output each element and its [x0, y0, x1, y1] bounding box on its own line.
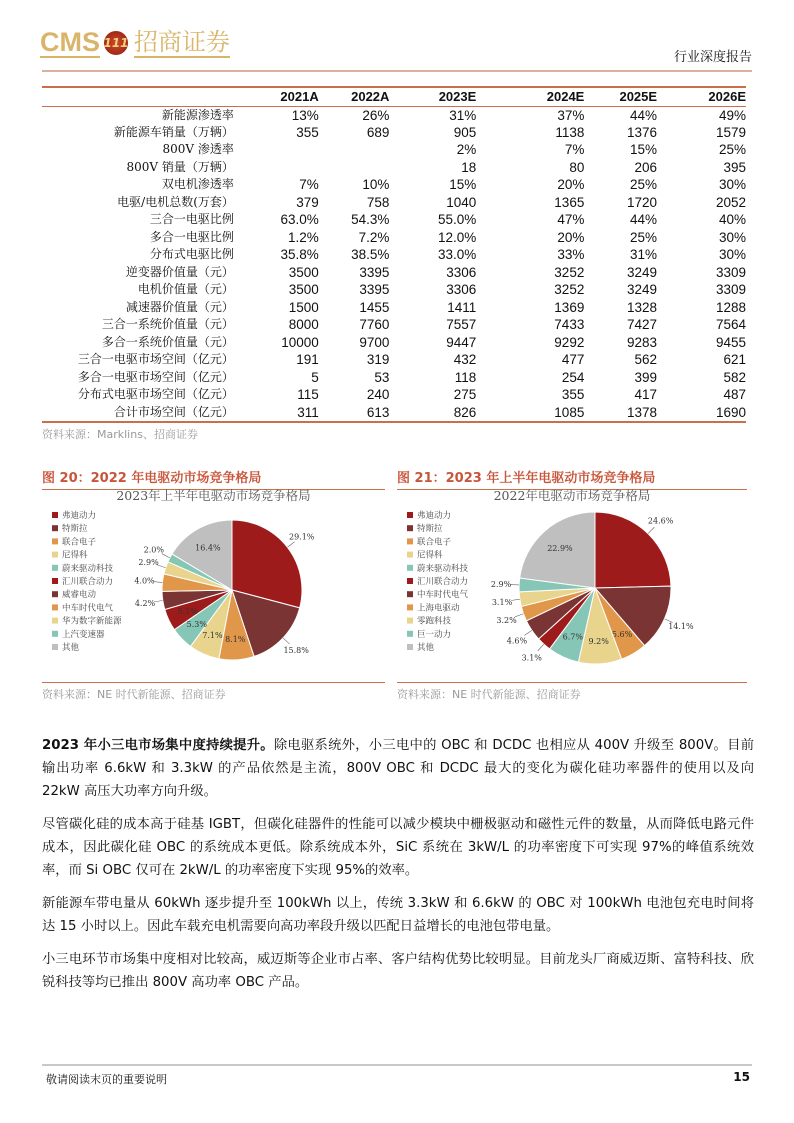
- cell-value: 1720: [627, 194, 658, 210]
- table-row: [42, 141, 746, 159]
- cell-value: 395: [723, 159, 746, 175]
- data-label: 5.3%: [186, 620, 207, 630]
- legend-entry: 中车时代电气: [417, 590, 469, 601]
- cell-value: 53: [374, 369, 390, 385]
- cell-value: 1455: [359, 299, 390, 315]
- cell-value: 26%: [362, 107, 390, 123]
- cell-value: 10%: [362, 177, 390, 193]
- data-label: 7.1%: [202, 630, 223, 640]
- cell-value: 1378: [627, 404, 658, 420]
- leader-line: [511, 599, 520, 600]
- data-label: 2.9%: [138, 558, 159, 568]
- data-label: 29.1%: [288, 532, 315, 542]
- data-label: 5.1%: [177, 607, 198, 617]
- legend-entry: 华为数字新能源: [62, 616, 122, 627]
- legend-swatch: [52, 512, 58, 518]
- table-row: [42, 369, 746, 387]
- cell-value: 3500: [288, 264, 319, 280]
- cell-value: 7433: [554, 317, 585, 333]
- cell-value: 399: [634, 369, 658, 385]
- row-label: 多合一系统价值量（元）: [101, 334, 234, 349]
- legend-swatch: [52, 578, 58, 584]
- cell-value: 689: [366, 124, 390, 140]
- data-label: 24.6%: [647, 516, 674, 526]
- cell-value: 38.5%: [351, 247, 390, 263]
- data-label: 3.2%: [496, 615, 517, 625]
- cms-logo: [40, 28, 230, 58]
- leader-line: [154, 601, 163, 602]
- row-label: 分布式电驱比例: [149, 247, 234, 262]
- cell-value: 1365: [554, 194, 585, 210]
- cell-value: 355: [561, 387, 585, 403]
- cell-value: [319, 141, 390, 159]
- data-label: 5.6%: [611, 629, 633, 639]
- legend-entry: 特斯拉: [417, 524, 443, 535]
- row-label: 合计市场空间（亿元）: [113, 404, 234, 419]
- cell-value: 13%: [291, 107, 319, 123]
- cell-value: 30%: [718, 177, 746, 193]
- figure-21: [397, 488, 747, 683]
- cell-value: 35.8%: [280, 247, 319, 263]
- cell-value: 31%: [449, 107, 477, 123]
- leader-line: [153, 582, 162, 583]
- legend-swatch: [52, 604, 58, 610]
- cell-value: 1288: [715, 299, 746, 315]
- cell-value: 487: [723, 387, 746, 403]
- legend-entry: 其他: [62, 643, 80, 653]
- legend-swatch: [407, 552, 413, 558]
- cell-value: 44%: [630, 212, 658, 228]
- cell-value: 9447: [446, 334, 477, 350]
- cell-value: 826: [453, 404, 477, 420]
- legend-entry: 弗迪动力: [62, 511, 97, 521]
- data-label: 6.7%: [562, 632, 583, 642]
- legend-swatch: [52, 644, 58, 650]
- chart-title: 2022年电驱动市场竞争格局: [493, 488, 651, 503]
- legend-entry: 特斯拉: [62, 524, 88, 535]
- data-label: 3.1%: [521, 653, 542, 663]
- legend-entry: 联合电子: [62, 537, 97, 548]
- cell-value: 206: [634, 159, 658, 175]
- row-label: 三合一系统价值量（元）: [101, 317, 234, 332]
- cell-value: 379: [296, 194, 319, 210]
- table-row: [42, 176, 746, 194]
- cell-value: 9455: [715, 334, 746, 350]
- legend-swatch: [407, 644, 413, 650]
- legend-entry: 中车时代电气: [62, 603, 114, 614]
- document-type: 行业深度报告: [673, 50, 752, 65]
- row-label: 分布式电驱市场空间（亿元）: [77, 387, 234, 402]
- legend-swatch: [52, 552, 58, 558]
- cell-value: 3395: [359, 282, 390, 298]
- row-label: 三合一电驱市场空间（亿元）: [77, 352, 234, 367]
- cell-value: 3249: [627, 264, 658, 280]
- cell-value: 12.0%: [438, 229, 477, 245]
- cell-value: 1500: [288, 299, 319, 315]
- cell-value: 3252: [554, 264, 585, 280]
- cell-value: 621: [723, 352, 746, 368]
- leader-line: [524, 630, 531, 635]
- footer-divider: [42, 1064, 752, 1066]
- cell-value: 7427: [627, 317, 658, 333]
- leader-line: [538, 644, 544, 651]
- cell-value: 25%: [630, 177, 658, 193]
- cell-value: 613: [366, 404, 390, 420]
- data-label: 4.0%: [134, 576, 155, 586]
- row-label: 多合一电驱市场空间（亿元）: [77, 369, 234, 384]
- cell-value: 1369: [554, 299, 585, 315]
- figure-20: [42, 488, 385, 683]
- data-label: 8.1%: [225, 634, 246, 644]
- legend-swatch: [407, 591, 413, 597]
- data-label: 15.8%: [283, 646, 309, 656]
- cell-value: 9292: [554, 334, 585, 350]
- legend-swatch: [52, 565, 58, 571]
- cell-value: 115: [297, 387, 319, 403]
- cell-value: 7564: [715, 317, 746, 333]
- data-label: 22.9%: [547, 543, 573, 553]
- cell-value: 3249: [627, 282, 658, 298]
- data-label: 3.1%: [491, 597, 513, 607]
- table-row: [42, 106, 746, 124]
- cell-value: 18: [461, 159, 477, 175]
- data-label: 2.9%: [490, 580, 512, 590]
- table-row: [42, 124, 746, 142]
- row-label: 新能源渗透率: [161, 107, 234, 122]
- cell-value: 47%: [557, 212, 585, 228]
- cell-value: 562: [634, 352, 658, 368]
- cell-value: 3500: [288, 282, 319, 298]
- cell-value: 1085: [554, 404, 585, 420]
- column-header: 2023E: [389, 87, 476, 106]
- cell-value: 2%: [456, 142, 477, 158]
- paragraph-1: [42, 734, 754, 803]
- cell-value: 355: [296, 124, 319, 140]
- row-label: 三合一电驱比例: [149, 212, 234, 227]
- cell-value: 3395: [359, 264, 390, 280]
- legend-entry: 上海电驱动: [417, 603, 460, 614]
- cell-value: 319: [366, 352, 390, 368]
- legend-entry: 汇川联合动力: [62, 577, 114, 587]
- legend-swatch: [407, 604, 413, 610]
- legend-swatch: [407, 525, 413, 531]
- chart-title: 2023年上半年电驱动市场竞争格局: [116, 488, 311, 503]
- table-row: [42, 299, 746, 317]
- cell-value: 7%: [564, 142, 585, 158]
- leader-line: [287, 542, 294, 547]
- legend-entry: 联合电子: [417, 537, 452, 548]
- legend-entry: 汇川联合动力: [417, 577, 469, 587]
- table-row: [42, 194, 746, 212]
- legend-entry: 尼得科: [417, 550, 443, 561]
- row-label: 减速器价值量（元）: [125, 299, 234, 314]
- table-row: [42, 264, 746, 282]
- table-row: [42, 351, 746, 369]
- table-row: [42, 229, 746, 247]
- cell-value: 31%: [630, 247, 658, 263]
- column-header: [42, 87, 234, 106]
- cell-value: [234, 141, 319, 159]
- figure-21-source: 资料来源：NE 时代新能源、招商证券: [397, 688, 581, 701]
- paragraph-1-heading: 2023 年小三电市场集中度持续提升。: [42, 738, 274, 753]
- cell-value: 254: [561, 369, 585, 385]
- cell-value: 582: [723, 369, 746, 385]
- cell-value: 1411: [447, 299, 477, 315]
- logo-cn: 招商证券: [134, 28, 230, 56]
- column-header: 2026E: [657, 87, 746, 106]
- table-row: [42, 334, 746, 352]
- table-header-row: [42, 87, 746, 106]
- cell-value: 33%: [557, 247, 585, 263]
- cell-value: 15%: [630, 142, 658, 158]
- row-label: 800V 渗透率: [162, 142, 234, 157]
- forecast-table: [42, 86, 746, 423]
- legend-entry: 巨一动力: [417, 629, 452, 640]
- cell-value: 54.3%: [351, 212, 390, 228]
- cell-value: 44%: [630, 107, 658, 123]
- cell-value: 3309: [715, 264, 746, 280]
- cell-value: 417: [634, 387, 658, 403]
- legend-swatch: [407, 512, 413, 518]
- cell-value: 20%: [557, 229, 585, 245]
- cell-value: 55.0%: [438, 212, 477, 228]
- cell-value: 10000: [281, 334, 319, 350]
- data-label: 4.2%: [134, 599, 156, 609]
- page-number: 15: [733, 1070, 750, 1084]
- cell-value: 7760: [359, 317, 390, 333]
- table-row: [42, 159, 746, 177]
- cell-value: [234, 159, 319, 177]
- row-label: 电驱/电机总数(万套）: [117, 194, 234, 209]
- cell-value: 1579: [715, 124, 746, 140]
- table-source: 资料来源：Marklins、招商证券: [42, 428, 198, 441]
- cell-value: 758: [366, 194, 390, 210]
- row-label: 多合一电驱比例: [149, 229, 234, 244]
- data-label: 2.0%: [143, 545, 165, 555]
- row-label: 双电机渗透率: [161, 177, 234, 192]
- figure-21-caption: 图 21：2023 年上半年电驱动市场竞争格局: [397, 467, 747, 490]
- legend-swatch: [52, 631, 58, 637]
- table-row: [42, 281, 746, 299]
- cell-value: 63.0%: [280, 212, 319, 228]
- cell-value: 40%: [718, 212, 746, 228]
- cell-value: 1376: [627, 124, 658, 140]
- legend-swatch: [407, 538, 413, 544]
- cell-value: 3306: [446, 264, 477, 280]
- legend-swatch: [52, 538, 58, 544]
- leader-line: [648, 527, 654, 533]
- cell-value: 3309: [715, 282, 746, 298]
- legend-entry: 弗迪动力: [417, 511, 452, 521]
- cell-value: 7.2%: [358, 229, 390, 245]
- legend-entry: 蔚来驱动科技: [417, 563, 469, 574]
- cell-value: 191: [296, 352, 319, 368]
- cell-value: 311: [297, 404, 319, 420]
- cell-value: 9700: [359, 334, 390, 350]
- cell-value: 7%: [299, 177, 319, 193]
- row-label: 800V 销量（万辆）: [126, 159, 234, 174]
- row-label: 电机价值量（元）: [137, 282, 234, 297]
- data-label: 14.1%: [668, 622, 694, 632]
- legend-swatch: [52, 525, 58, 531]
- legend-swatch: [407, 618, 413, 624]
- paragraph-1-text: 除电驱系统外，小三电中的 OBC 和 DCDC 也相应从 400V 升级至 800V。目前输出功率 6.6kW 和 3.3kW 的产品依然是主流，800V OBC 和 DCDC 最大的变化为碳化硅功率器件的使用以及向 22kW 高压大功率方向升级。: [42, 738, 754, 799]
- legend-entry: 蔚来驱动科技: [62, 563, 114, 574]
- cell-value: 1.2%: [287, 229, 319, 245]
- row-label: 逆变器价值量（元）: [125, 264, 234, 279]
- cell-value: 1040: [446, 194, 477, 210]
- legend-swatch: [407, 578, 413, 584]
- cell-value: 1138: [555, 124, 585, 140]
- cell-value: 25%: [630, 229, 658, 245]
- paragraph-3: 新能源车带电量从 60kWh 逐步提升至 100kWh 以上，传统 3.3kW 和 6.6kW 的 OBC 对 100kWh 电池包充电时间将达 15 小时以上。因此车载充电机需要向高功率段升级以匹配日益增长的电池包带电量。: [42, 896, 754, 934]
- legend-entry: 威睿电动: [62, 590, 97, 601]
- column-header: 2024E: [476, 87, 584, 106]
- legend-entry: 其他: [417, 643, 435, 653]
- cell-value: 5: [311, 369, 319, 385]
- cell-value: 37%: [557, 107, 585, 123]
- column-header: 2025E: [584, 87, 657, 106]
- table-row: [42, 211, 746, 229]
- body-text: [42, 734, 754, 1004]
- legend-entry: 零跑科技: [417, 616, 452, 627]
- cell-value: 118: [454, 369, 477, 385]
- paragraph-4: 小三电环节市场集中度相对比较高，威迈斯等企业市占率、客户结构优势比较明显。目前龙头厂商威迈斯、富特科技、欣锐科技等均已推出 800V 高功率 OBC 产品。: [42, 952, 754, 990]
- cell-value: 275: [453, 387, 477, 403]
- leader-line: [283, 638, 290, 644]
- cell-value: 432: [453, 352, 477, 368]
- data-label: 16.4%: [195, 543, 221, 553]
- cell-value: 49%: [718, 107, 746, 123]
- cell-value: 7557: [446, 317, 477, 333]
- row-label: 新能源车销量（万辆）: [113, 124, 234, 139]
- pie-chart-2023h1: [42, 488, 385, 683]
- data-label: 4.6%: [506, 636, 528, 646]
- logo-seal-icon: 111: [104, 31, 128, 55]
- data-label: 9.2%: [588, 637, 609, 647]
- table-row: [42, 404, 746, 422]
- cell-value: 30%: [718, 247, 746, 263]
- cell-value: 9283: [627, 334, 658, 350]
- legend-swatch: [407, 631, 413, 637]
- cell-value: 25%: [718, 142, 746, 158]
- legend-entry: 尼得科: [62, 550, 88, 561]
- paragraph-2: 尽管碳化硅的成本高于硅基 IGBT，但碳化硅器件的性能可以减少模块中栅极驱动和磁性元件的数量，从而降低电路元件成本，因此碳化硅 OBC 的系统成本更低。除系统成本外，SiC 系统在 3kW/L 的功率密度下可实现 97%的峰值系统效率，而 Si OBC 仅可在 2kW/L 的功率密度下实现 95%的效率。: [42, 817, 754, 878]
- cell-value: 2052: [715, 194, 746, 210]
- header-divider: [42, 70, 752, 72]
- footer-notice: 敬请阅读末页的重要说明: [46, 1073, 167, 1086]
- cell-value: 3252: [554, 282, 585, 298]
- legend-swatch: [407, 565, 413, 571]
- logo-en: CMS: [40, 27, 100, 57]
- cell-value: [319, 159, 390, 177]
- table-row: [42, 316, 746, 334]
- cell-value: 1690: [715, 404, 746, 420]
- cell-value: 1328: [627, 299, 658, 315]
- cell-value: 240: [366, 387, 390, 403]
- table-row: [42, 246, 746, 264]
- legend-entry: 上汽变速器: [62, 629, 105, 640]
- legend-swatch: [52, 618, 58, 624]
- column-header: 2022A: [319, 87, 390, 106]
- cell-value: 15%: [449, 177, 477, 193]
- table-row: [42, 386, 746, 404]
- pie-chart-2022: [397, 488, 747, 683]
- cell-value: 30%: [718, 229, 746, 245]
- cell-value: 3306: [446, 282, 477, 298]
- cell-value: 20%: [557, 177, 585, 193]
- column-header: 2021A: [234, 87, 319, 106]
- cell-value: 80: [569, 159, 585, 175]
- cell-value: 33.0%: [438, 247, 477, 263]
- legend-swatch: [52, 591, 58, 597]
- cell-value: 477: [561, 352, 585, 368]
- cell-value: 905: [453, 124, 477, 140]
- cell-value: 8000: [288, 317, 319, 333]
- figure-20-source: 资料来源：NE 时代新能源、招商证券: [42, 688, 226, 701]
- figure-20-caption: 图 20：2022 年电驱动市场竞争格局: [42, 467, 385, 490]
